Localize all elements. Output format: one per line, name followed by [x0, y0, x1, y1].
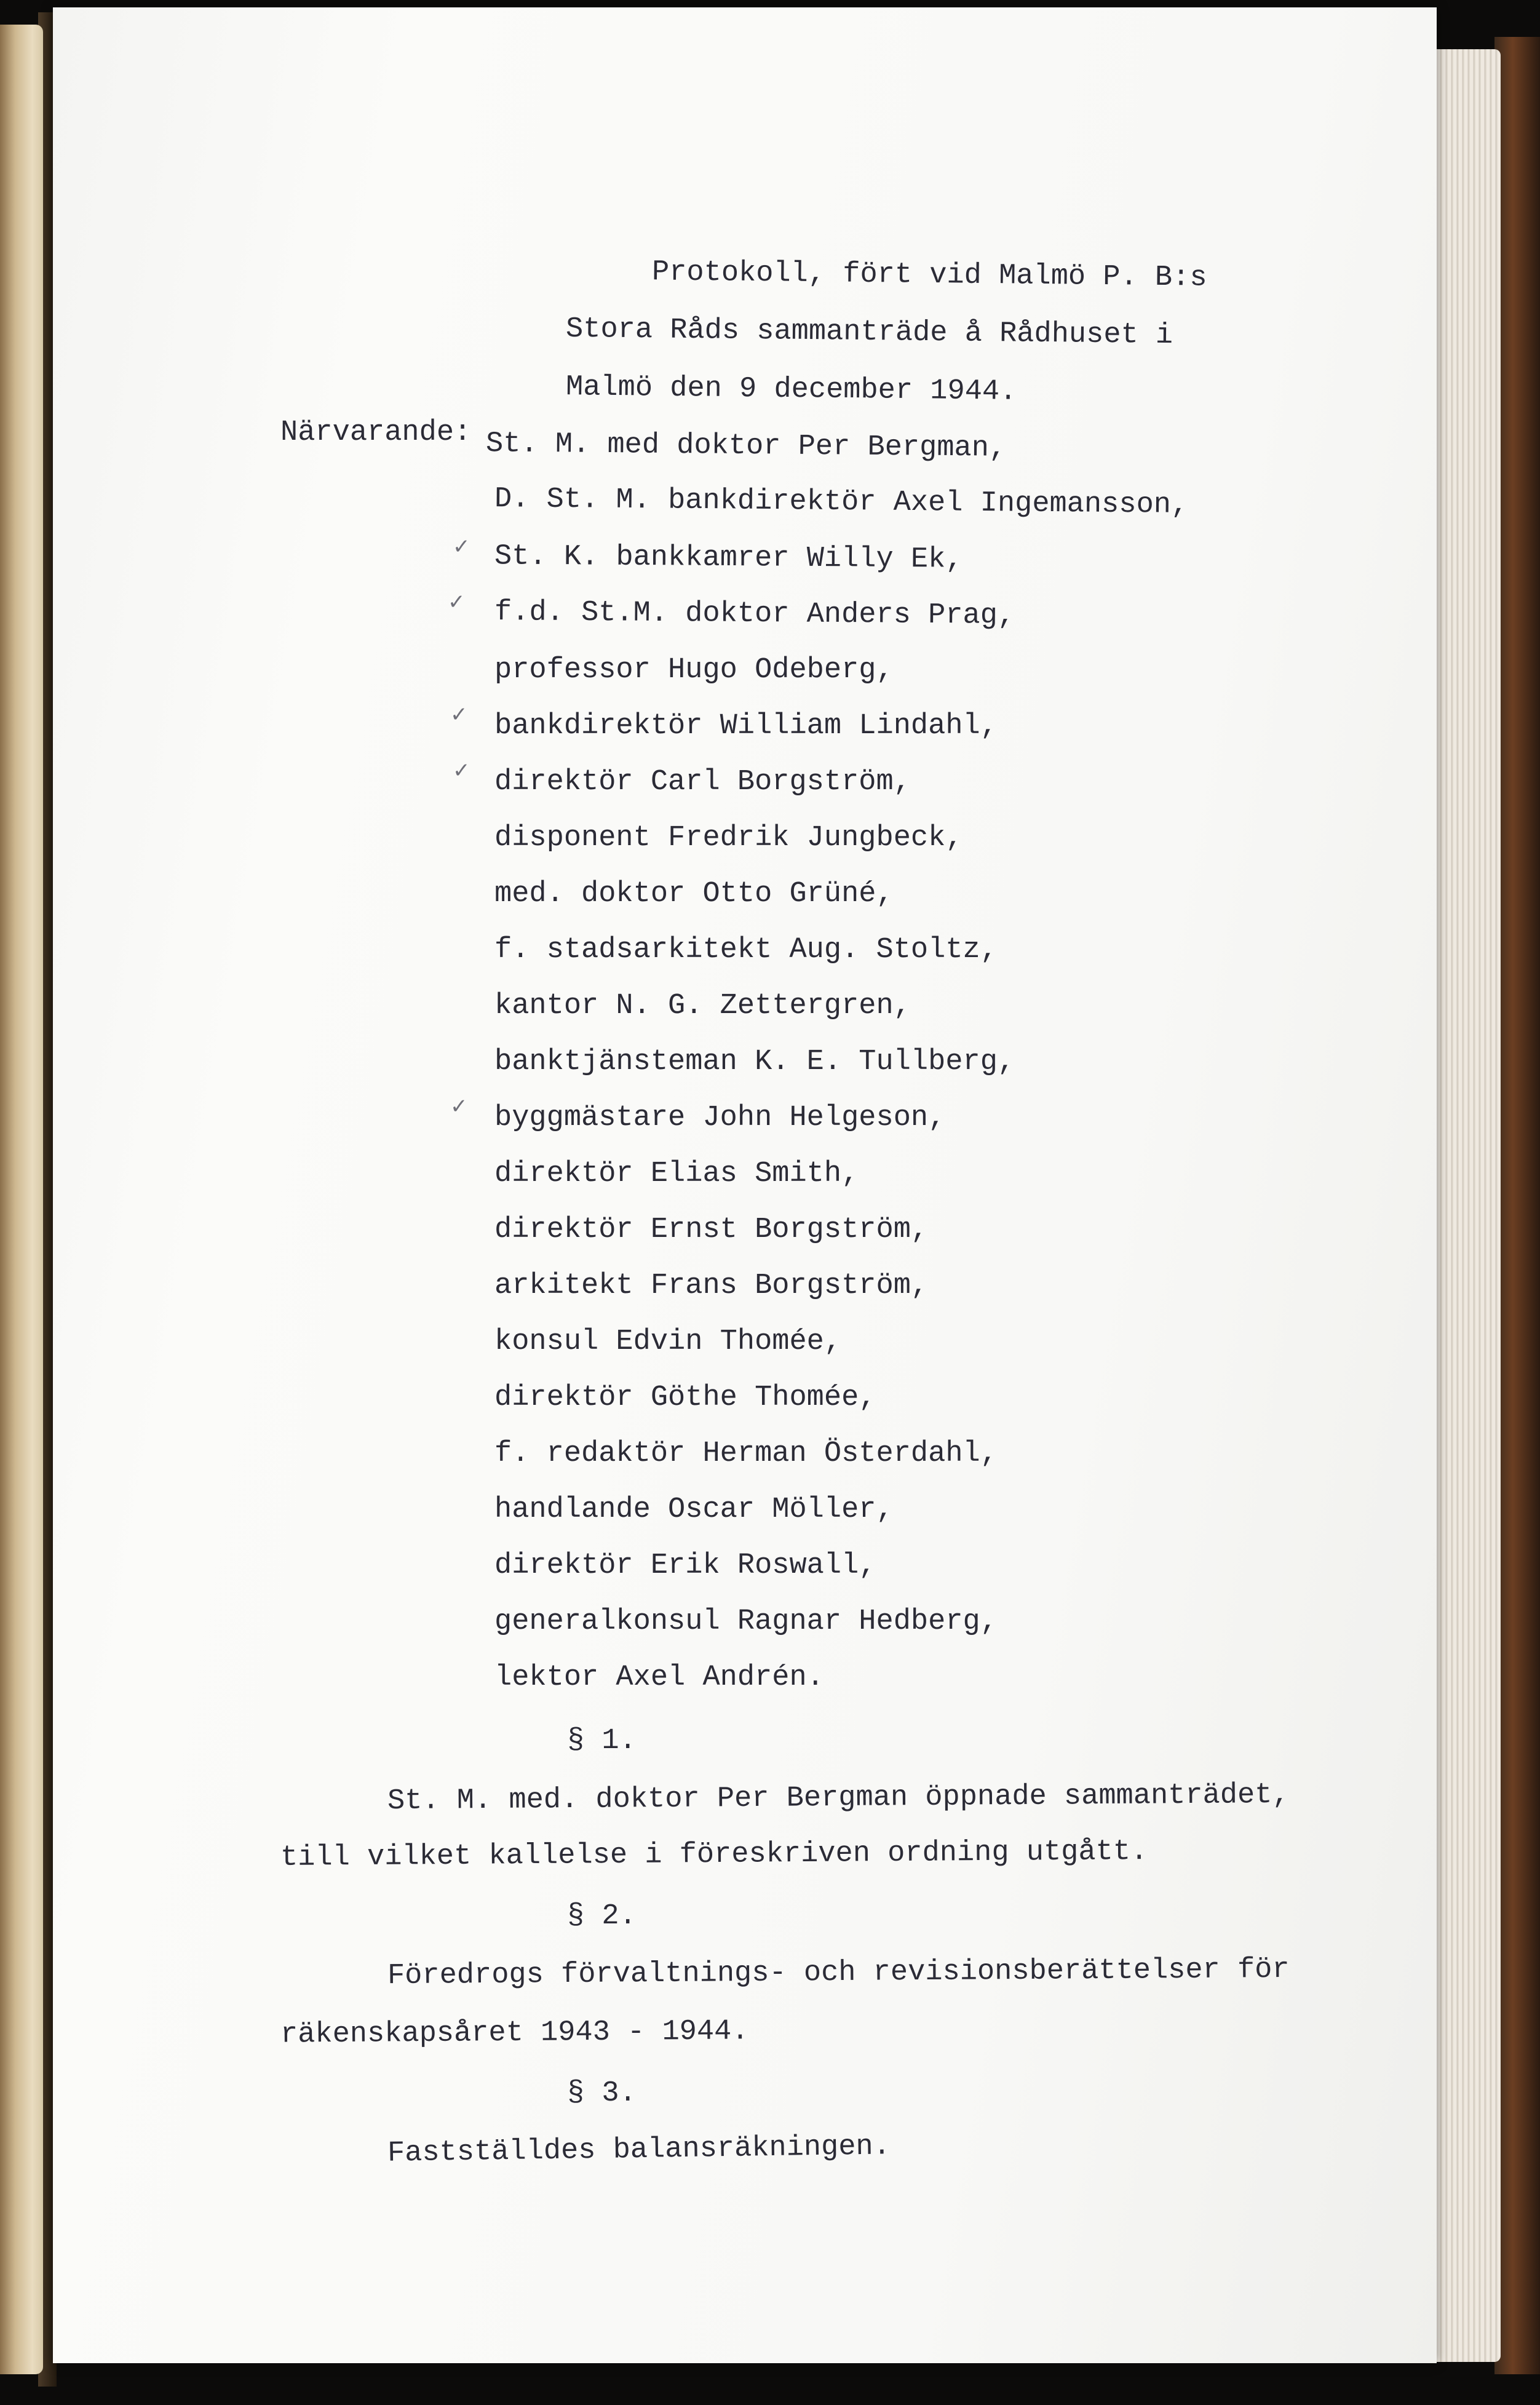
- present-label: Närvarande:: [280, 416, 472, 449]
- member-13: byggmästare John Helgeson,: [494, 1102, 946, 1134]
- member-22: generalkonsul Ragnar Hedberg,: [494, 1605, 998, 1638]
- check-mark: ✓: [448, 590, 466, 614]
- member-1: St. M. med doktor Per Bergman,: [485, 427, 1007, 465]
- member-10: f. stadsarkitekt Aug. Stoltz,: [494, 934, 998, 966]
- member-12: banktjänsteman K. E. Tullberg,: [494, 1046, 1015, 1078]
- member-15: direktör Ernst Borgström,: [494, 1214, 929, 1246]
- member-19: f. redaktör Herman Österdahl,: [494, 1437, 998, 1470]
- left-page-edge: [0, 25, 43, 2374]
- document-page: [53, 7, 1437, 2363]
- member-9: med. doktor Otto Grüné,: [494, 878, 894, 910]
- member-21: direktör Erik Roswall,: [494, 1549, 876, 1582]
- check-mark: ✓: [453, 758, 470, 783]
- member-17: konsul Edvin Thomée,: [494, 1326, 842, 1358]
- member-7: direktör Carl Borgström,: [494, 766, 911, 798]
- check-mark: ✓: [453, 535, 470, 559]
- title-line-1: Protokoll, fört vid Malmö P. B:s: [651, 256, 1207, 295]
- member-3: St. K. bankkamrer Willy Ek,: [494, 540, 963, 576]
- member-2: D. St. M. bankdirektör Axel Ingemansson,: [494, 483, 1189, 522]
- section-2-heading: § 2.: [567, 1900, 637, 1933]
- check-mark: ✓: [450, 702, 468, 727]
- section-1-heading: § 1.: [567, 1725, 637, 1757]
- title-line-2: Stora Råds sammanträde å Rådhuset i: [565, 312, 1173, 352]
- section-1-line-2: till vilket kallelse i föreskriven ordning utgått.: [280, 1835, 1148, 1874]
- section-2-line-1: Föredrogs förvaltnings- och revisionsberättelser för: [387, 1953, 1290, 1993]
- member-23: lektor Axel Andrén.: [494, 1661, 824, 1694]
- check-mark: ✓: [450, 1094, 468, 1119]
- member-5: professor Hugo Odeberg,: [494, 654, 894, 686]
- section-3-heading: § 3.: [567, 2077, 637, 2110]
- member-16: arkitekt Frans Borgström,: [494, 1270, 929, 1302]
- member-6: bankdirektör William Lindahl,: [494, 710, 998, 742]
- section-3-line-1: Fastställdes balansräkningen.: [387, 2130, 891, 2170]
- member-8: disponent Fredrik Jungbeck,: [494, 822, 963, 854]
- book-cover-edge: [1494, 37, 1540, 2374]
- section-1-line-1: St. M. med. doktor Per Bergman öppnade sammanträdet,: [387, 1778, 1290, 1818]
- member-14: direktör Elias Smith,: [494, 1158, 859, 1190]
- member-18: direktör Göthe Thomée,: [494, 1381, 876, 1414]
- member-11: kantor N. G. Zettergren,: [494, 990, 911, 1022]
- member-20: handlande Oscar Möller,: [494, 1493, 894, 1526]
- section-2-line-2: räkenskapsåret 1943 - 1944.: [280, 2015, 749, 2051]
- member-4: f.d. St.M. doktor Anders Prag,: [494, 596, 1015, 632]
- title-line-3: Malmö den 9 december 1944.: [565, 371, 1017, 408]
